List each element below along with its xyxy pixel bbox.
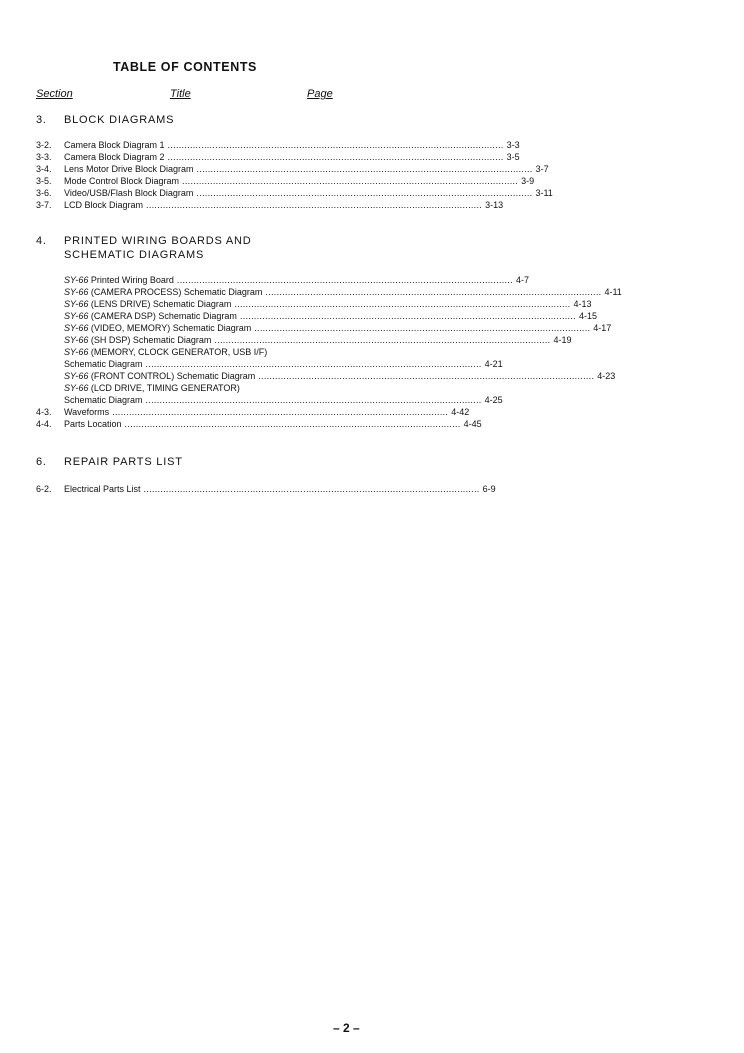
entry-title bbox=[64, 406, 109, 418]
title-column-header: Title bbox=[170, 88, 191, 100]
entry-title-text: Schematic Diagram bbox=[64, 395, 143, 405]
entry-title-text: Lens Motor Drive Block Diagram bbox=[64, 164, 194, 174]
page-column-header: Page bbox=[307, 88, 333, 100]
section-3-entries bbox=[36, 139, 553, 211]
entry-number: 3-3. bbox=[36, 152, 52, 162]
dot-leader: ........................................................................................................................ bbox=[182, 176, 519, 186]
entry-title bbox=[64, 175, 179, 187]
entry-title bbox=[64, 310, 237, 322]
entry-title-text: Mode Control Block Diagram bbox=[64, 176, 180, 186]
dot-leader: ........................................................................................................................ bbox=[258, 371, 595, 381]
entry-number: 6-2. bbox=[36, 484, 52, 494]
entry-number: 4-4. bbox=[36, 419, 52, 429]
entry-page: 4-25 bbox=[484, 395, 503, 405]
entry-title bbox=[64, 382, 240, 394]
entry-page: 4-19 bbox=[553, 335, 572, 345]
entry-title bbox=[64, 358, 143, 370]
page-number: – 2 – bbox=[333, 1021, 360, 1035]
entry-title-text: Waveforms bbox=[64, 407, 110, 417]
toc-entry bbox=[36, 370, 616, 382]
dot-leader: ........................................................................................................................ bbox=[143, 484, 480, 494]
entry-title bbox=[64, 418, 122, 430]
dot-leader: ........................................................................................................................ bbox=[254, 323, 591, 333]
entry-board-prefix: SY-66 bbox=[64, 347, 89, 357]
entry-title-text: LCD Block Diagram bbox=[64, 200, 144, 210]
dot-leader: ........................................................................................................................ bbox=[112, 407, 449, 417]
toc-entry bbox=[36, 382, 336, 394]
dot-leader: ........................................................................................................................ bbox=[167, 140, 504, 150]
entry-title bbox=[64, 274, 174, 286]
entry-board-prefix: SY-66 bbox=[64, 323, 89, 333]
entry-title bbox=[64, 163, 194, 175]
entry-page: 3-13 bbox=[485, 200, 504, 210]
entry-page: 3-3 bbox=[506, 140, 520, 150]
entry-page: 4-11 bbox=[604, 287, 622, 297]
section-heading-text: REPAIR PARTS LIST bbox=[64, 456, 183, 468]
entry-title bbox=[64, 370, 255, 382]
toc-entry bbox=[36, 274, 529, 286]
toc-entry bbox=[36, 163, 549, 175]
section-6-entries bbox=[36, 483, 496, 495]
toc-entry bbox=[36, 151, 520, 163]
entry-page: 4-23 bbox=[597, 371, 616, 381]
entry-title-text: (VIDEO, MEMORY) Schematic Diagram bbox=[88, 323, 252, 333]
entry-title bbox=[64, 394, 143, 406]
entry-title bbox=[64, 334, 211, 346]
entry-page: 4-7 bbox=[515, 275, 529, 285]
toc-entry bbox=[36, 199, 504, 211]
entry-title bbox=[64, 298, 231, 310]
entry-title bbox=[64, 187, 193, 199]
toc-entry bbox=[36, 139, 520, 151]
entry-board-prefix: SY-66 bbox=[64, 299, 89, 309]
entry-title bbox=[64, 151, 165, 163]
dot-leader: ........................................................................................................................ bbox=[145, 395, 482, 405]
entry-title-text: (CAMERA DSP) Schematic Diagram bbox=[88, 311, 237, 321]
section-column-header: Section bbox=[36, 88, 73, 100]
toc-entry bbox=[36, 418, 482, 430]
dot-leader: ........................................................................................................................ bbox=[176, 275, 513, 285]
entry-page: 6-9 bbox=[482, 484, 496, 494]
entry-board-prefix: SY-66 bbox=[64, 371, 89, 381]
dot-leader: ........................................................................................................................ bbox=[196, 164, 533, 174]
toc-entry bbox=[36, 483, 496, 495]
entry-board-prefix: SY-66 bbox=[64, 335, 89, 345]
entry-title bbox=[64, 322, 251, 334]
entry-title bbox=[64, 346, 267, 358]
dot-leader: ........................................................................................................................ bbox=[196, 188, 533, 198]
entry-title-text: Camera Block Diagram 2 bbox=[64, 152, 165, 162]
entry-title-text: (LCD DRIVE, TIMING GENERATOR) bbox=[88, 383, 240, 393]
entry-page: 4-17 bbox=[593, 323, 612, 333]
section-heading-text: SCHEMATIC DIAGRAMS bbox=[64, 249, 205, 261]
entry-title-text: (FRONT CONTROL) Schematic Diagram bbox=[88, 371, 256, 381]
dot-leader: ........................................................................................................................ bbox=[146, 200, 483, 210]
toc-entry bbox=[36, 298, 592, 310]
entry-page: 3-9 bbox=[521, 176, 535, 186]
entry-title bbox=[64, 286, 262, 298]
entry-page: 3-5 bbox=[506, 152, 520, 162]
toc-entry bbox=[36, 406, 470, 418]
entry-title bbox=[64, 139, 165, 151]
entry-page: 4-15 bbox=[578, 311, 597, 321]
entry-board-prefix: SY-66 bbox=[64, 311, 89, 321]
dot-leader: ........................................................................................................................ bbox=[265, 287, 602, 297]
entry-page: 4-21 bbox=[484, 359, 503, 369]
entry-number: 4-3. bbox=[36, 407, 52, 417]
entry-title-text: Video/USB/Flash Block Diagram bbox=[64, 188, 194, 198]
entry-page: 4-42 bbox=[451, 407, 470, 417]
entry-title-text: (CAMERA PROCESS) Schematic Diagram bbox=[88, 287, 263, 297]
entry-title bbox=[64, 483, 141, 495]
entry-page: 3-7 bbox=[535, 164, 549, 174]
entry-number: 3-6. bbox=[36, 188, 52, 198]
dot-leader: ........................................................................................................................ bbox=[214, 335, 551, 345]
page-title: TABLE OF CONTENTS bbox=[113, 60, 257, 74]
entry-number: 3-7. bbox=[36, 200, 52, 210]
entry-title-text: (LENS DRIVE) Schematic Diagram bbox=[88, 299, 232, 309]
section-number: 4. bbox=[36, 235, 47, 247]
entry-board-prefix: SY-66 bbox=[64, 383, 89, 393]
entry-number: 3-4. bbox=[36, 164, 52, 174]
toc-entry bbox=[36, 310, 597, 322]
dot-leader: ........................................................................................................................ bbox=[234, 299, 571, 309]
entry-board-prefix: SY-66 bbox=[64, 287, 89, 297]
entry-board-prefix: SY-66 bbox=[64, 275, 89, 285]
entry-number: 3-5. bbox=[36, 176, 52, 186]
toc-entry bbox=[36, 346, 336, 358]
dot-leader: ........................................................................................................................ bbox=[167, 152, 504, 162]
entry-title-text: Camera Block Diagram 1 bbox=[64, 140, 165, 150]
entry-title-text: Electrical Parts List bbox=[64, 484, 141, 494]
entry-title-text: Parts Location bbox=[64, 419, 122, 429]
section-heading-text: BLOCK DIAGRAMS bbox=[64, 114, 175, 126]
entry-title bbox=[64, 199, 143, 211]
entry-title-text: Schematic Diagram bbox=[64, 359, 143, 369]
toc-entry bbox=[36, 334, 572, 346]
dot-leader: ........................................................................................................................ bbox=[239, 311, 576, 321]
toc-entry bbox=[36, 175, 535, 187]
entry-title-text: Printed Wiring Board bbox=[88, 275, 174, 285]
toc-entry bbox=[36, 322, 612, 334]
entry-page: 4-45 bbox=[463, 419, 482, 429]
section-4-entries bbox=[36, 274, 622, 430]
section-heading-text: PRINTED WIRING BOARDS AND bbox=[64, 235, 252, 247]
entry-page: 3-11 bbox=[535, 188, 553, 198]
dot-leader: ........................................................................................................................ bbox=[145, 359, 482, 369]
dot-leader: ........................................................................................................................ bbox=[124, 419, 461, 429]
entry-number: 3-2. bbox=[36, 140, 52, 150]
section-number: 3. bbox=[36, 114, 47, 126]
entry-page: 4-13 bbox=[573, 299, 592, 309]
section-number: 6. bbox=[36, 456, 47, 468]
toc-entry bbox=[36, 187, 553, 199]
toc-entry bbox=[36, 358, 503, 370]
entry-title-text: (SH DSP) Schematic Diagram bbox=[88, 335, 212, 345]
toc-entry bbox=[36, 286, 622, 298]
toc-entry bbox=[36, 394, 503, 406]
entry-title-text: (MEMORY, CLOCK GENERATOR, USB I/F) bbox=[88, 347, 268, 357]
